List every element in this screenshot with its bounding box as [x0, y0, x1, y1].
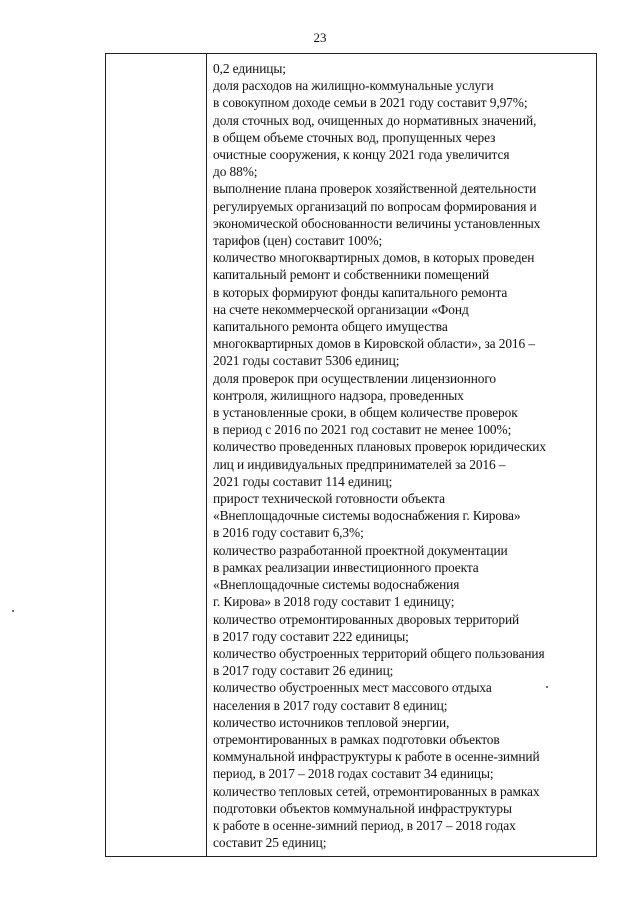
- text-line: в период с 2016 по 2021 год составит не менее 100%;: [213, 422, 512, 438]
- text-line: капитального ремонта общего имущества: [213, 319, 448, 335]
- text-line: количество отремонтированных дворовых территорий: [213, 611, 520, 627]
- text-line: количество разработанной проектной документации: [213, 542, 508, 558]
- text-line: количество обустроенных мест массового отдыха: [213, 680, 492, 696]
- text-line: до 88%;: [213, 164, 258, 180]
- text-line: в 2017 году составит 222 единицы;: [213, 628, 409, 644]
- text-line: лиц и индивидуальных предпринимателей за 2016 –: [213, 456, 506, 472]
- text-line: в которых формируют фонды капитального ремонта: [213, 284, 508, 300]
- text-line: населения в 2017 году составит 8 единиц;: [213, 697, 448, 713]
- text-line: в общем объеме сточных вод, пропущенных через: [213, 129, 496, 145]
- text-line: контроля, жилищного надзора, проведенных: [213, 387, 464, 403]
- text-line: регулируемых организаций по вопросам формирования и: [213, 198, 537, 214]
- text-line: «Внеплощадочные системы водоснабжения г. Кирова»: [213, 508, 521, 524]
- text-line: очистные сооружения, к концу 2021 года увеличится: [213, 147, 510, 163]
- text-line: выполнение плана проверок хозяйственной деятельности: [213, 181, 537, 197]
- text-line: период, в 2017 – 2018 годах составит 34 единицы;: [213, 766, 494, 782]
- text-line: доля проверок при осуществлении лицензионного: [213, 370, 497, 386]
- text-line: многоквартирных домов в Кировской области», за 2016 –: [213, 336, 535, 352]
- text-line: доля расходов на жилищно-коммунальные услуги: [213, 78, 494, 94]
- text-line: капитальный ремонт и собственники помещений: [213, 267, 490, 283]
- scan-speck: [546, 686, 548, 688]
- text-line: на счете некоммерческой организации «Фонд: [213, 301, 469, 317]
- text-line: количество многоквартирных домов, в которых проведен: [213, 250, 535, 266]
- table-top-border: [105, 53, 597, 54]
- text-line: подготовки объектов коммунальной инфраструктуры: [213, 800, 512, 816]
- table-column-divider: [206, 53, 207, 857]
- text-line: 2021 годы составит 5306 единиц;: [213, 353, 400, 369]
- text-line: прирост технической готовности объекта: [213, 491, 445, 507]
- text-line: 2021 годы составит 114 единиц;: [213, 473, 393, 489]
- scan-speck: [12, 610, 14, 612]
- text-line: доля сточных вод, очищенных до нормативных значений,: [213, 112, 537, 128]
- text-line: экономической обоснованности величины установленных: [213, 215, 541, 231]
- table-cell-text: [213, 60, 597, 851]
- text-line: количество тепловых сетей, отремонтированных в рамках: [213, 783, 540, 799]
- text-line: количество обустроенных территорий общего пользования: [213, 645, 545, 661]
- text-line: 0,2 единицы;: [213, 61, 286, 76]
- text-line: в установленные сроки, в общем количестве проверок: [213, 405, 518, 421]
- text-line: отремонтированных в рамках подготовки объектов: [213, 731, 500, 747]
- table-bottom-border: [105, 856, 597, 857]
- text-line: к работе в осенне-зимний период, в 2017 – 2018 годах: [213, 817, 516, 833]
- text-line: в совокупном доходе семьи в 2021 году составит 9,97%;: [213, 95, 528, 111]
- text-line: в рамках реализации инвестиционного проекта: [213, 559, 479, 575]
- text-line: коммунальной инфраструктуры к работе в осенне-зимний: [213, 749, 540, 765]
- text-line: «Внеплощадочные системы водоснабжения: [213, 577, 460, 593]
- text-line: тарифов (цен) составит 100%;: [213, 233, 383, 249]
- text-line: количество источников тепловой энергии,: [213, 714, 450, 730]
- text-line: г. Кирова» в 2018 году составит 1 единицу;: [213, 594, 455, 610]
- text-line: в 2016 году составит 6,3%;: [213, 525, 364, 541]
- page-number: 23: [313, 30, 327, 45]
- text-line: количество проведенных плановых проверок юридических: [213, 439, 546, 455]
- text-line: составит 25 единиц;: [213, 835, 327, 851]
- table-left-border: [105, 53, 106, 857]
- text-line: в 2017 году составит 26 единиц;: [213, 663, 394, 679]
